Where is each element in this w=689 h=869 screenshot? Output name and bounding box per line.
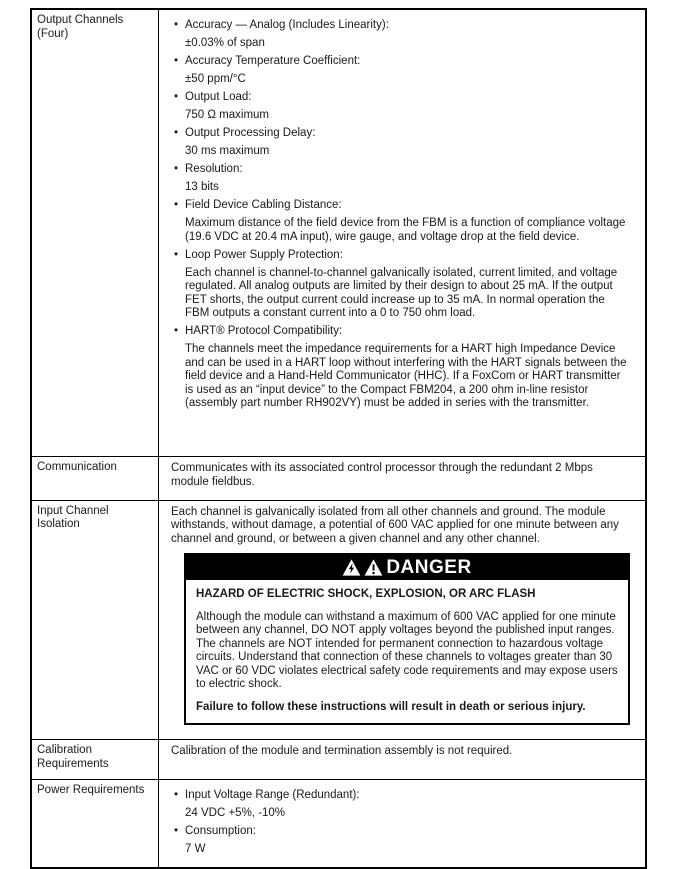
row-content-power-requirements bbox=[159, 780, 645, 867]
spec-bullet-processing-delay bbox=[169, 127, 633, 163]
danger-header-banner bbox=[186, 555, 628, 580]
spec-value: 13 bits bbox=[185, 181, 219, 193]
bullet-icon: • bbox=[174, 248, 179, 261]
danger-body bbox=[186, 580, 628, 723]
bullet-icon: • bbox=[174, 325, 179, 337]
spec-value: ±0.03% of span bbox=[185, 37, 265, 49]
spec-term: Output Load: bbox=[185, 91, 252, 103]
label-line: Communication bbox=[37, 461, 117, 473]
spec-bullet-cabling-distance bbox=[169, 199, 633, 249]
label-line: Power Requirements bbox=[37, 784, 145, 796]
spec-bullet-accuracy-analog bbox=[169, 19, 633, 55]
row-label-power-requirements bbox=[32, 780, 159, 867]
spec-value: The channels meet the impedance requirements for a HART high Impedance Device and can be used in a HART loop without interfering with the HART signals between the field device and a Hand-Held Communicator (HHC). If a FoxCom or HART transmitter is used as an “input device” to the Compact FBM204, a 200 ohm in-line resistor (assembly part number RH902VY) must be added in series with the transmitter. bbox=[185, 343, 627, 409]
spec-term: Accuracy Temperature Coefficient: bbox=[185, 55, 361, 67]
danger-hazard-title: HAZARD OF ELECTRIC SHOCK, EXPLOSION, OR ARC FLASH bbox=[196, 588, 536, 600]
bullet-icon: • bbox=[174, 789, 179, 801]
bullet-icon: • bbox=[174, 91, 179, 103]
danger-box bbox=[184, 553, 630, 725]
spec-term: HART® Protocol Compatibility: bbox=[185, 325, 343, 337]
spec-bullet-accuracy-temp bbox=[169, 55, 633, 91]
label-line: Input Channel Isolation bbox=[37, 504, 109, 530]
row-content-input-channel-isolation bbox=[159, 501, 645, 740]
lightning-triangle-icon bbox=[342, 559, 361, 576]
spec-value: Each channel is channel-to-channel galvanically isolated, current limited, and voltage regulated. All analog outputs are limited by their design to about 25 mA. If the output FET shorts, the output current could increase up to 35 mA. In normal operation the FBM outputs a constant current into a 0 to 750 ohm load. bbox=[185, 266, 618, 319]
row-label-output-channels bbox=[32, 10, 159, 456]
table-row-communication bbox=[32, 456, 645, 500]
spec-term: Input Voltage Range (Redundant): bbox=[185, 789, 360, 801]
table-row-output-channels bbox=[32, 10, 645, 456]
label-line: Calibration bbox=[37, 744, 92, 756]
spec-value: 750 Ω maximum bbox=[185, 109, 270, 121]
row-content-output-channels bbox=[159, 10, 645, 456]
table-row-calibration-requirements bbox=[32, 739, 645, 779]
spec-term: Field Device Cabling Distance: bbox=[185, 199, 342, 211]
spec-term: Output Processing Delay: bbox=[185, 127, 316, 139]
spec-value: 30 ms maximum bbox=[185, 145, 270, 157]
spec-value: ±50 ppm/°C bbox=[185, 73, 246, 85]
spec-term: Loop Power Supply Protection: bbox=[185, 248, 343, 261]
row-label-communication bbox=[32, 457, 159, 500]
spec-value: 7 W bbox=[185, 843, 206, 855]
spec-bullet-resolution bbox=[169, 163, 633, 199]
label-line: Requirements bbox=[37, 757, 109, 770]
row-content-communication bbox=[159, 457, 645, 500]
table-row-input-channel-isolation bbox=[32, 500, 645, 740]
spec-table bbox=[30, 8, 647, 869]
spec-bullet-input-voltage bbox=[169, 789, 633, 825]
row-label-input-channel-isolation bbox=[32, 501, 159, 740]
danger-label: DANGER bbox=[386, 557, 472, 578]
danger-hazard-text: Although the module can withstand a maximum of 600 VAC applied for one minute between any channel, DO NOT apply voltages beyond the published input ranges. The channels are NOT intended for permanent connection to hazardous voltage circuits. Understand that connection of these channels to voltages greater than 30 VAC or 60 VDC violates electrical safety code requirements and may expose users to electric shock. bbox=[196, 610, 618, 690]
spec-text: Communicates with its associated control processor through the redundant 2 Mbps module fieldbus. bbox=[171, 462, 593, 488]
danger-consequence-statement: Failure to follow these instructions will result in death or serious injury. bbox=[196, 700, 586, 713]
bullet-icon: • bbox=[174, 199, 179, 211]
spec-bullet-output-load bbox=[169, 91, 633, 127]
spec-term: Accuracy — Analog (Includes Linearity): bbox=[185, 19, 389, 31]
bullet-icon: • bbox=[174, 127, 179, 139]
label-line: Output Channels bbox=[37, 14, 124, 26]
spec-term: Consumption: bbox=[185, 825, 256, 837]
bullet-icon: • bbox=[174, 19, 179, 31]
table-row-power-requirements bbox=[32, 779, 645, 867]
spec-bullet-loop-power bbox=[169, 249, 633, 326]
row-content-calibration-requirements bbox=[159, 740, 645, 779]
label-line: (Four) bbox=[37, 27, 69, 40]
row-label-calibration-requirements bbox=[32, 740, 159, 779]
bullet-icon: • bbox=[174, 163, 179, 175]
bullet-icon: • bbox=[174, 825, 179, 837]
spec-value: 24 VDC +5%, -10% bbox=[185, 807, 286, 819]
spec-value: Maximum distance of the field device from the FBM is a function of compliance voltage (19.6 VDC at 20.4 mA input), wire gauge, and voltage drop at the field device. bbox=[185, 217, 626, 243]
bullet-icon: • bbox=[174, 55, 179, 67]
spec-term: Resolution: bbox=[185, 163, 243, 175]
spec-text: Each channel is galvanically isolated from all other channels and ground. The module withstands, without damage, a potential of 600 VAC applied for one minute between any channel and ground, or between a given channel and any other channel. bbox=[171, 505, 619, 545]
spec-bullet-consumption bbox=[169, 825, 633, 861]
exclamation-triangle-icon bbox=[364, 559, 383, 576]
spec-bullet-hart bbox=[169, 325, 633, 415]
spec-text: Calibration of the module and termination assembly is not required. bbox=[171, 745, 513, 757]
